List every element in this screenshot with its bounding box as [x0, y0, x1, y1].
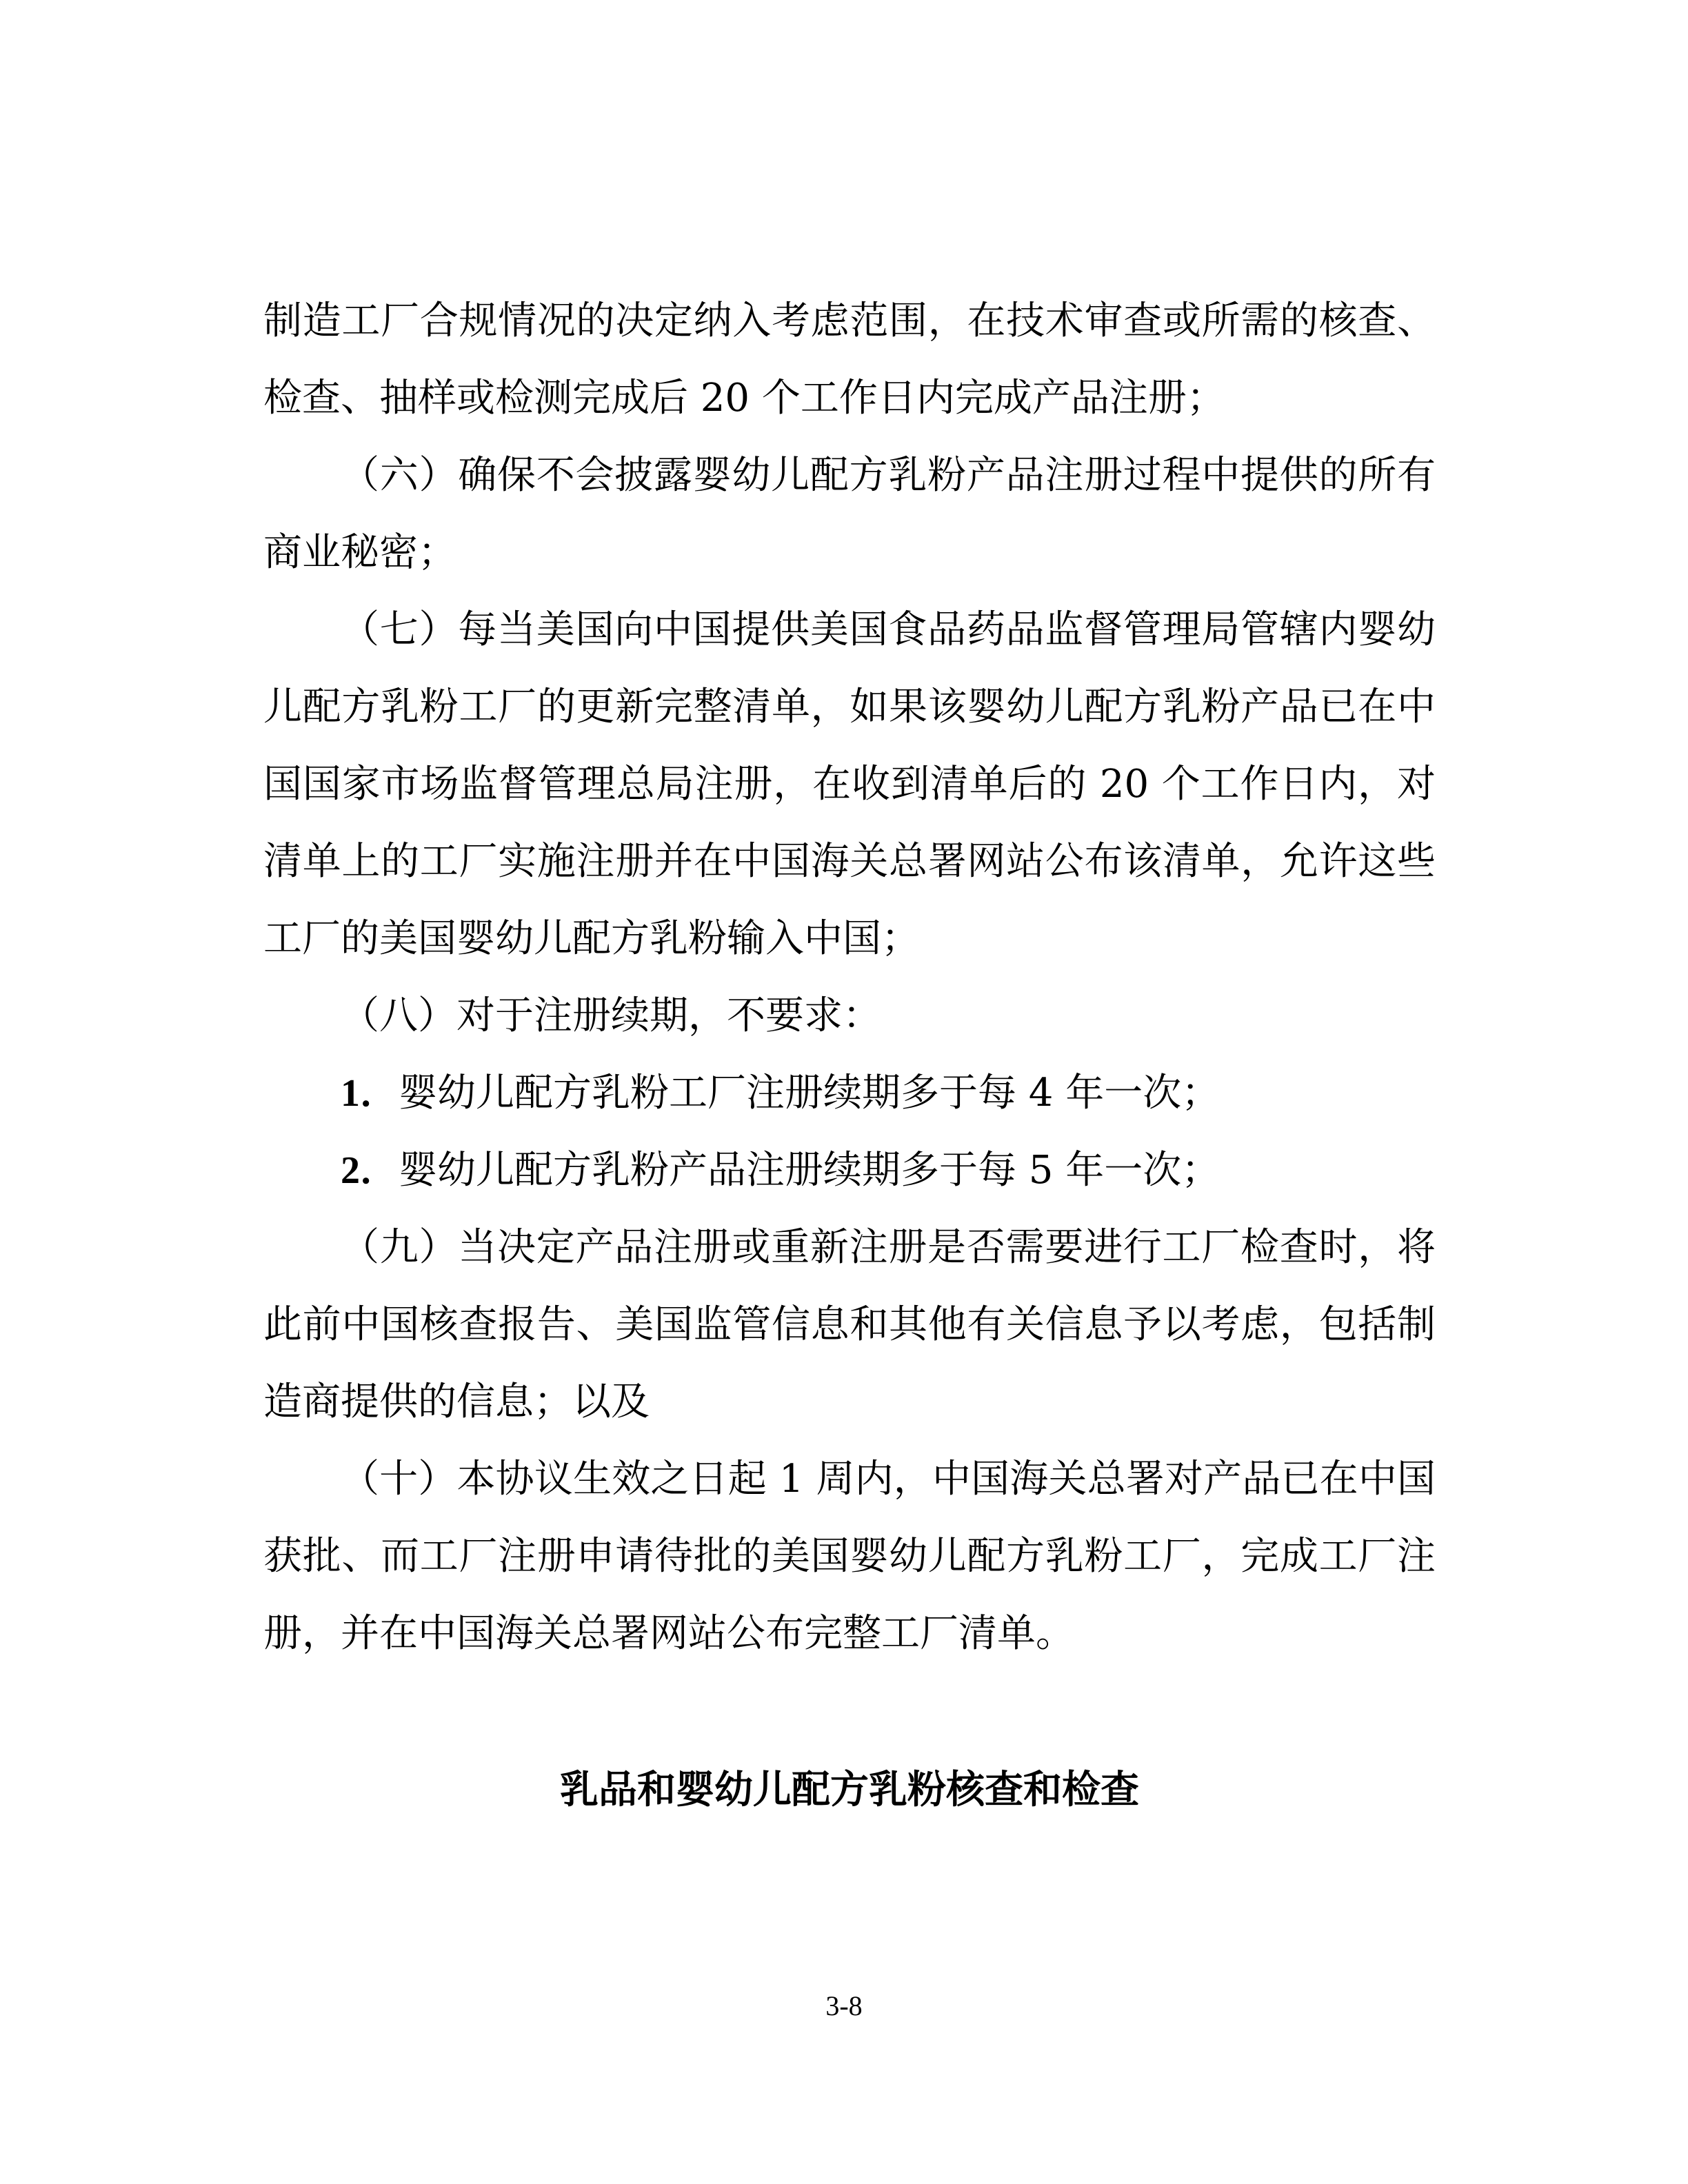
paragraph-item-7: （七）每当美国向中国提供美国食品药品监督管理局管辖内婴幼儿配方乳粉工厂的更新完整清单，如果该婴幼儿配方乳粉产品已在中国国家市场监督管理总局注册，在收到清单后的 20 个工作日内，对清单上的工厂实施注册并在中国海关总署网站公布该清单，允许这些工厂的美国婴幼儿配方乳粉输入中国； — [263, 607, 1436, 961]
numbered-item-2 — [263, 1132, 1436, 1209]
paragraph-item-8: （八）对于注册续期，不要求： — [341, 993, 881, 1038]
numbered-item-1 — [263, 1055, 1436, 1132]
paragraph-item-9: （九）当决定产品注册或重新注册是否需要进行工厂检查时，将此前中国核查报告、美国监管信息和其他有关信息予以考虑，包括制造商提供的信息；以及 — [263, 1225, 1436, 1424]
paragraph-item-10: （十）本协议生效之日起 1 周内，中国海关总署对产品已在中国获批、而工厂注册申请待批的美国婴幼儿配方乳粉工厂，完成工厂注册，并在中国海关总署网站公布完整工厂清单。 — [263, 1457, 1436, 1656]
section-heading: 乳品和婴幼儿配方乳粉核查和检查 — [560, 1767, 1139, 1812]
item-text: 婴幼儿配方乳粉产品注册续期多于每 5 年一次； — [399, 1148, 1220, 1193]
paragraph-continuation: 制造工厂合规情况的决定纳入考虑范围，在技术审查或所需的核查、检查、抽样或检测完成后 20 个工作日内完成产品注册； — [263, 299, 1436, 421]
item-number: 1． — [341, 1072, 399, 1115]
item-text: 婴幼儿配方乳粉工厂注册续期多于每 4 年一次； — [399, 1071, 1220, 1115]
item-number: 2． — [341, 1149, 399, 1192]
paragraph-item-6: （六）确保不会披露婴幼儿配方乳粉产品注册过程中提供的所有商业秘密； — [263, 453, 1436, 575]
page-number: 3-8 — [825, 1990, 863, 2021]
body-text — [263, 283, 1436, 1672]
